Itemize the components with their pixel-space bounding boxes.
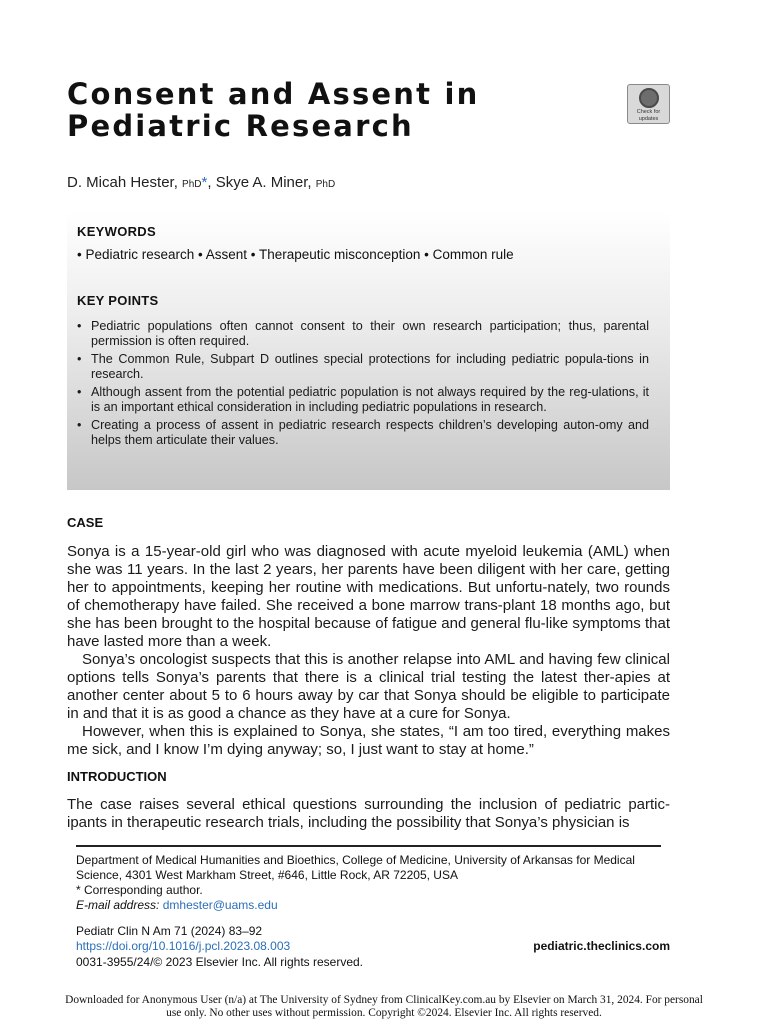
author-name: Skye A. Miner, [215, 174, 312, 191]
introduction-heading: INTRODUCTION [67, 769, 167, 784]
copyright-line: 0031-3955/24/© 2023 Elsevier Inc. All rights reserved. [76, 955, 364, 969]
email-link[interactable]: dmhester@uams.edu [162, 898, 278, 912]
corresponding-author-note: * Corresponding author. [76, 883, 203, 897]
keywords-list: • Pediatric research • Assent • Therapeutic misconception • Common rule [77, 247, 514, 262]
download-notice: Downloaded for Anonymous User (n/a) at The University of Sydney from ClinicalKey.com.au by Elsevier on March 31, 2024. For personal use only. No other uses without permission. Copyright ©2024. Elsevier Inc. All rights reserved. [65, 994, 703, 1019]
author-name: D. Micah Hester, [67, 174, 178, 191]
badge-text-line-1: Check for [636, 109, 661, 115]
check-for-updates-badge[interactable] [627, 84, 670, 124]
case-heading: CASE [67, 515, 104, 530]
key-point-item: • The Common Rule, Subpart D outlines special protections for including pediatric popula-tions in research. [77, 352, 649, 382]
author-list [67, 174, 335, 194]
key-point-item: • Although assent from the potential pediatric population is not always required by the reg-ulations, it is an important ethical consideration in including pediatric populations in research. [77, 385, 649, 415]
title-line-2: Pediatric Research [67, 109, 414, 143]
journal-website[interactable]: pediatric.theclinics.com [533, 939, 670, 953]
footnote-divider [76, 845, 661, 847]
article-title [67, 78, 587, 142]
case-paragraph: However, when this is explained to Sonya, she states, “I am too tired, everything makes me sick, and I know I’m dying anyway; so, I just want to stay at home.” [67, 723, 670, 758]
doi-link[interactable]: https://doi.org/10.1016/j.pcl.2023.08.003 [76, 939, 291, 953]
badge-text-line-2: updates [638, 116, 659, 122]
keywords-keypoints-box [67, 211, 670, 490]
author-degree: PhD [315, 179, 336, 190]
corresponding-author-mark[interactable]: * [201, 174, 208, 191]
key-point-item: • Creating a process of assent in pediatric research respects children’s developing auton-omy and helps them articulate their values. [77, 418, 649, 448]
keywords-heading: KEYWORDS [77, 224, 156, 239]
author-degree: PhD [182, 179, 202, 190]
case-paragraph: Sonya’s oncologist suspects that this is another relapse into AML and having few clinical options tells Sonya’s parents that there is a clinical trial testing the latest ther-apies at another center about 5 to 6 hours away by car that Sonya should be eligible to participate in and that it is as good a chance as they have at a cure for Sonya. [67, 651, 670, 722]
journal-citation: Pediatr Clin N Am 71 (2024) 83–92 [76, 924, 263, 938]
key-point-item: • Pediatric populations often cannot consent to their own research participation; thus, parental permission is often required. [77, 319, 649, 349]
key-points-list [77, 319, 649, 451]
affiliation-note: Department of Medical Humanities and Bioethics, College of Medicine, University of Arkansas for Medical Science, 4301 West Markham Street, #646, Little Rock, AR 72205, USA [76, 853, 635, 882]
introduction-paragraph: The case raises several ethical questions surrounding the inclusion of pediatric partic-ipants in therapeutic research trials, including the possibility that Sonya’s physician is [67, 796, 670, 831]
author-separator: , [207, 174, 212, 191]
email-line [76, 898, 666, 913]
crossmark-icon [639, 88, 659, 108]
title-line-1: Consent and Assent in [67, 77, 480, 111]
key-points-heading: KEY POINTS [77, 293, 159, 308]
email-label: E-mail address: [76, 898, 160, 912]
case-paragraph: Sonya is a 15-year-old girl who was diagnosed with acute myeloid leukemia (AML) when she was 11 years. In the last 2 years, her parents have been diligent with her care, getting her to appointments, keeping her routine with medications. But unfortu-nately, two rounds of chemotherapy have failed. She received a bone marrow trans-plant 18 months ago, but she has been brought to the hospital because of fatigue and general flu-like symptoms that have lasted more than a week. [67, 543, 670, 650]
